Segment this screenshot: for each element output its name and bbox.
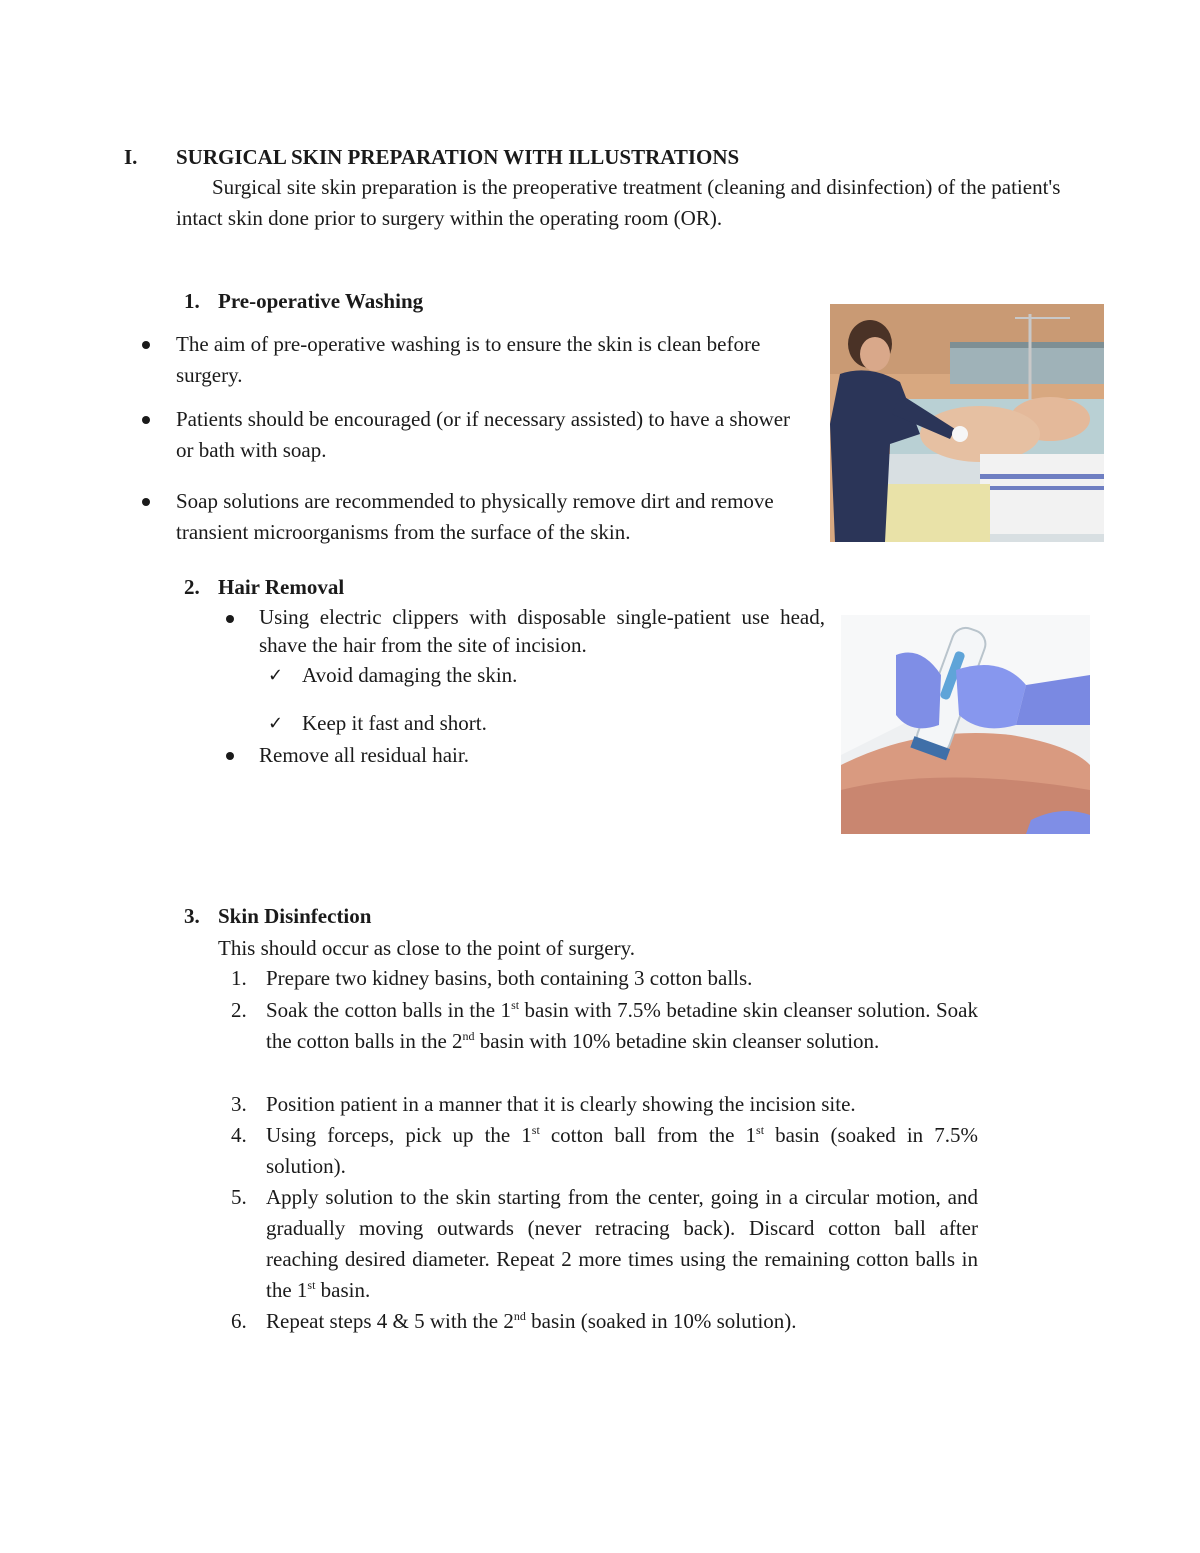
step-6-text: Repeat steps 4 & 5 with the 2nd basin (soaked in 10% solution). <box>266 1309 797 1333</box>
washing-heading: Pre-operative Washing <box>218 289 424 313</box>
bullet-icon <box>142 341 150 349</box>
hair-heading: Hair Removal <box>218 575 345 599</box>
washing-bullet-3: Soap solutions are recommended to physically remove dirt and remove transient microorganisms from the surface of the skin. <box>176 489 774 544</box>
bullet-icon <box>226 752 234 760</box>
washing-bullet-2: Patients should be encouraged (or if necessary assisted) to have a shower or bath with soap. <box>176 407 791 462</box>
section-intro: Surgical site skin preparation is the preoperative treatment (cleaning and disinfection) of the patient's intact skin done prior to surgery within the operating room (OR). <box>176 175 1061 230</box>
washing-number: 1. <box>184 289 200 313</box>
step-2-text: Soak the cotton balls in the 1st basin with 7.5% betadine skin cleanser solution. Soak the cotton balls in the 2nd basin with 10% betadine skin cleanser solution. <box>266 998 979 1053</box>
washing-bullet-1: The aim of pre-operative washing is to ensure the skin is clean before surgery. <box>176 332 761 387</box>
step-number: 4. <box>231 1123 247 1147</box>
step-1-text: Prepare two kidney basins, both containing 3 cotton balls. <box>266 966 753 990</box>
hair-number: 2. <box>184 575 200 599</box>
step-4-text: Using forceps, pick up the 1st cotton ball from the 1st basin (soaked in 7.5% solution). <box>266 1123 978 1178</box>
nurse-washing-patient-photo <box>830 304 1104 542</box>
bullet-icon <box>226 615 234 623</box>
step-number: 3. <box>231 1092 247 1116</box>
step-number: 1. <box>231 966 247 990</box>
checkmark-icon: ✓ <box>268 713 284 734</box>
hair-clipper-photo <box>841 615 1090 834</box>
checkmark-icon: ✓ <box>268 665 284 686</box>
hair-check-1: Avoid damaging the skin. <box>302 663 518 687</box>
step-3-text: Position patient in a manner that it is clearly showing the incision site. <box>266 1092 856 1116</box>
section-roman-numeral: I. <box>124 145 138 169</box>
step-5-text: Apply solution to the skin starting from the center, going in a circular motion, and gradually moving outwards (never retracing back). Discard cotton ball after reaching desired diameter. Repeat 2 more times using the remaining cotton balls in the 1st basin. <box>266 1185 978 1302</box>
hair-bullet-2: Remove all residual hair. <box>259 743 469 767</box>
step-number: 6. <box>231 1309 247 1333</box>
disinfection-heading: Skin Disinfection <box>218 904 372 928</box>
bullet-icon <box>142 416 150 424</box>
step-number: 2. <box>231 998 247 1022</box>
bullet-icon <box>142 498 150 506</box>
hair-check-2: Keep it fast and short. <box>302 711 487 735</box>
step-number: 5. <box>231 1185 247 1209</box>
disinfection-number: 3. <box>184 904 200 928</box>
disinfection-intro: This should occur as close to the point of surgery. <box>218 936 636 960</box>
section-title: SURGICAL SKIN PREPARATION WITH ILLUSTRATIONS <box>176 145 740 169</box>
hair-bullet-1: Using electric clippers with disposable single-patient use head, shave the hair from the site of incision. <box>259 605 825 657</box>
